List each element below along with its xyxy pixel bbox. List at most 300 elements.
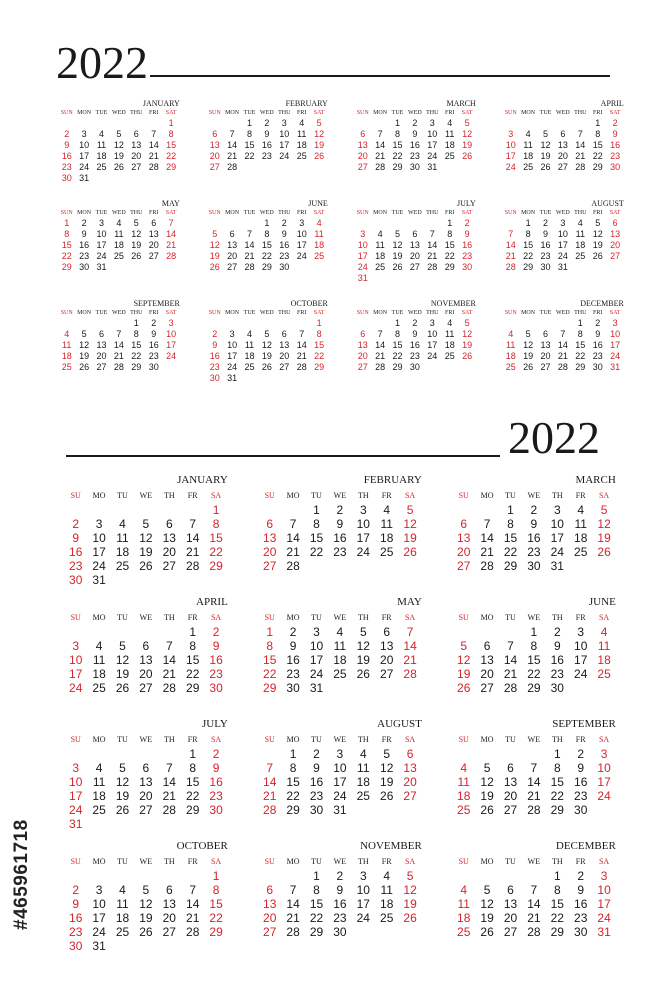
weekday-header: TUE — [391, 110, 404, 116]
day-cell: 25 — [115, 925, 130, 939]
weekday-header: WED — [112, 310, 126, 316]
weekday-header: SA — [598, 735, 610, 744]
day-cell: 9 — [577, 761, 585, 775]
day-cell: 11 — [523, 140, 533, 150]
day-cell: 15 — [392, 340, 403, 350]
day-cell: 10 — [69, 775, 83, 789]
day-cell: 3 — [299, 218, 305, 228]
day-cell: 25 — [380, 911, 394, 925]
weekday-header: WE — [527, 735, 541, 744]
day-cell: 14 — [403, 639, 417, 653]
day-cell: 3 — [560, 218, 566, 228]
day-cell: 14 — [162, 653, 176, 667]
day-cell: 23 — [286, 667, 300, 681]
day-cell: 30 — [209, 803, 223, 817]
day-cell: 19 — [403, 897, 417, 911]
day-cell: 9 — [612, 129, 618, 139]
day-cell: 30 — [574, 803, 588, 817]
day-cell: 10 — [574, 639, 588, 653]
day-cell: 22 — [444, 251, 455, 261]
day-cell: 16 — [574, 775, 588, 789]
day-cell: 18 — [113, 240, 124, 250]
day-cell: 28 — [227, 162, 238, 172]
weekday-header: SU — [458, 857, 469, 866]
day-cell: 13 — [480, 653, 494, 667]
weekday-header: TH — [357, 613, 369, 622]
day-cell: 10 — [356, 517, 370, 531]
day-cell: 3 — [600, 869, 608, 883]
day-cell: 5 — [542, 129, 548, 139]
day-cell: 28 — [503, 681, 518, 695]
weekday-header: TH — [357, 491, 369, 500]
day-cell: 9 — [81, 229, 87, 239]
day-cell: 14 — [244, 240, 255, 250]
day-cell: 12 — [597, 517, 611, 531]
day-cell: 2 — [313, 747, 320, 761]
day-cell: 13 — [263, 531, 277, 545]
day-cell: 22 — [575, 351, 586, 361]
day-cell: 8 — [264, 229, 270, 239]
day-cell: 8 — [313, 517, 320, 531]
day-cell: 4 — [95, 639, 103, 653]
day-cell: 2 — [412, 318, 418, 328]
day-cell: 23 — [540, 251, 551, 261]
weekday-header: FR — [575, 491, 586, 500]
day-cell: 13 — [162, 897, 176, 911]
day-cell: 30 — [69, 573, 83, 587]
weekday-header: SU — [264, 735, 275, 744]
day-cell: 7 — [377, 129, 383, 139]
day-cell: 8 — [507, 517, 514, 531]
weekday-header: TH — [551, 735, 563, 744]
weekday-header: MO — [92, 857, 106, 866]
day-cell: 21 — [296, 351, 307, 361]
day-cell: 25 — [92, 681, 106, 695]
weekday-header: TUE — [243, 310, 256, 316]
weekday-header: FR — [187, 735, 198, 744]
day-cell: 19 — [480, 911, 494, 925]
day-cell: 28 — [527, 803, 541, 817]
weekday-header: SU — [458, 613, 469, 622]
day-cell: 19 — [380, 775, 394, 789]
day-cell: 11 — [114, 229, 124, 239]
day-cell: 24 — [296, 251, 307, 261]
day-cell: 23 — [209, 362, 220, 372]
day-cell: 4 — [447, 118, 453, 128]
day-cell: 18 — [244, 351, 255, 361]
day-cell: 24 — [610, 351, 621, 361]
day-cell: 11 — [574, 517, 587, 531]
day-cell: 28 — [263, 803, 277, 817]
day-cell: 23 — [574, 789, 588, 803]
day-cell: 4 — [447, 318, 453, 328]
day-cell: 20 — [403, 775, 417, 789]
day-cell: 21 — [427, 251, 438, 261]
day-cell: 23 — [209, 789, 223, 803]
day-cell: 14 — [186, 897, 200, 911]
weekday-header: TUE — [539, 310, 552, 316]
day-cell: 27 — [480, 681, 494, 695]
weekday-header: TUE — [243, 210, 256, 216]
day-cell: 3 — [359, 869, 367, 883]
month-name: SEPTEMBER — [552, 718, 616, 730]
day-cell: 16 — [309, 775, 324, 789]
day-cell: 8 — [447, 229, 453, 239]
day-cell: 20 — [357, 351, 368, 361]
day-cell: 16 — [286, 653, 300, 667]
weekday-header: FR — [381, 857, 392, 866]
day-cell: 22 — [527, 667, 541, 681]
day-cell: 9 — [212, 639, 220, 653]
day-cell: 26 — [115, 681, 130, 695]
day-cell: 14 — [166, 229, 177, 239]
weekday-header: SAT — [461, 210, 473, 216]
day-cell: 29 — [209, 559, 223, 573]
bottom-year-title: 2022 — [508, 412, 600, 463]
weekday-header: SAT — [165, 110, 177, 116]
day-cell: 31 — [309, 681, 324, 695]
day-cell: 21 — [480, 545, 494, 559]
day-cell: 21 — [148, 151, 159, 161]
weekday-header: WED — [260, 310, 274, 316]
day-cell: 25 — [375, 262, 386, 272]
day-cell: 6 — [266, 517, 274, 531]
day-cell: 28 — [186, 559, 200, 573]
day-cell: 11 — [506, 340, 516, 350]
day-cell: 8 — [394, 129, 400, 139]
weekday-header: SU — [458, 491, 469, 500]
day-cell: 22 — [166, 151, 177, 161]
weekday-header: TH — [163, 735, 175, 744]
day-cell: 5 — [464, 118, 470, 128]
day-cell: 15 — [392, 140, 403, 150]
day-cell: 11 — [96, 140, 107, 150]
day-cell: 22 — [209, 545, 223, 559]
day-cell: 6 — [266, 883, 274, 897]
day-cell: 27 — [540, 362, 551, 372]
day-cell: 19 — [139, 545, 153, 559]
day-cell: 20 — [148, 240, 159, 250]
day-cell: 30 — [527, 559, 541, 573]
day-cell: 18 — [92, 667, 106, 681]
month-name: JANUARY — [177, 474, 228, 486]
day-cell: 10 — [333, 761, 347, 775]
weekday-header: WED — [260, 210, 274, 216]
day-cell: 28 — [162, 681, 176, 695]
weekday-header: THU — [574, 110, 587, 116]
day-cell: 29 — [444, 262, 455, 272]
day-cell: 23 — [592, 351, 603, 361]
weekday-header: SA — [404, 857, 416, 866]
weekday-header: SA — [210, 613, 222, 622]
weekday-header: SAT — [461, 110, 473, 116]
day-cell: 8 — [212, 517, 220, 531]
day-cell: 30 — [574, 925, 588, 939]
day-cell: 9 — [553, 639, 561, 653]
day-cell: 30 — [79, 262, 90, 272]
day-cell: 18 — [96, 151, 107, 161]
day-cell: 10 — [92, 531, 106, 545]
day-cell: 14 — [375, 140, 386, 150]
day-cell: 1 — [507, 503, 514, 517]
day-cell: 24 — [279, 151, 290, 161]
day-cell: 5 — [119, 761, 126, 775]
day-cell: 26 — [380, 789, 394, 803]
day-cell: 16 — [462, 240, 473, 250]
day-cell: 22 — [392, 351, 403, 361]
day-cell: 26 — [392, 262, 403, 272]
day-cell: 18 — [457, 911, 471, 925]
day-cell: 12 — [592, 229, 603, 239]
day-cell: 12 — [457, 653, 471, 667]
day-cell: 10 — [296, 229, 307, 239]
day-cell: 5 — [406, 869, 414, 883]
day-cell: 8 — [266, 639, 274, 653]
day-cell: 10 — [279, 129, 290, 139]
day-cell: 22 — [309, 911, 324, 925]
day-cell: 23 — [209, 667, 223, 681]
day-cell: 17 — [356, 531, 370, 545]
day-cell: 16 — [61, 151, 72, 161]
weekday-header: SAT — [461, 310, 473, 316]
day-cell: 5 — [142, 883, 150, 897]
day-cell: 12 — [356, 639, 370, 653]
day-cell: 10 — [356, 883, 370, 897]
day-cell: 20 — [162, 545, 176, 559]
day-cell: 11 — [445, 329, 455, 339]
day-cell: 27 — [131, 162, 142, 172]
weekday-header: FRI — [297, 210, 307, 216]
day-cell: 15 — [131, 340, 142, 350]
day-cell: 3 — [98, 218, 104, 228]
day-cell: 15 — [61, 240, 72, 250]
day-cell: 2 — [212, 625, 220, 639]
day-cell: 8 — [189, 639, 197, 653]
weekday-header: TUE — [391, 310, 404, 316]
day-cell: 2 — [289, 625, 297, 639]
day-cell: 15 — [209, 897, 223, 911]
day-cell: 18 — [92, 789, 106, 803]
day-cell: 14 — [113, 340, 124, 350]
day-cell: 15 — [209, 531, 223, 545]
day-cell: 19 — [403, 531, 417, 545]
weekday-header: WE — [139, 613, 153, 622]
day-cell: 11 — [380, 883, 393, 897]
day-cell: 20 — [209, 151, 220, 161]
day-cell: 19 — [115, 789, 130, 803]
day-cell: 26 — [79, 362, 90, 372]
day-cell: 12 — [480, 775, 494, 789]
weekday-header: SUN — [356, 310, 369, 316]
day-cell: 7 — [246, 229, 252, 239]
day-cell: 13 — [263, 897, 277, 911]
day-cell: 25 — [61, 362, 72, 372]
weekday-header: SA — [598, 613, 610, 622]
day-cell: 30 — [333, 925, 347, 939]
day-cell: 19 — [209, 251, 220, 261]
weekday-header: WED — [556, 110, 570, 116]
day-cell: 4 — [95, 761, 103, 775]
day-cell: 27 — [380, 667, 394, 681]
day-cell: 13 — [139, 653, 153, 667]
day-cell: 21 — [227, 151, 238, 161]
day-cell: 28 — [403, 667, 417, 681]
weekday-header: WED — [408, 210, 422, 216]
month-name: JUNE — [308, 199, 328, 208]
day-cell: 30 — [592, 362, 603, 372]
weekday-header: FRI — [445, 110, 455, 116]
day-cell: 7 — [189, 517, 197, 531]
day-cell: 5 — [359, 625, 367, 639]
day-cell: 5 — [595, 218, 601, 228]
day-cell: 2 — [281, 218, 287, 228]
day-cell: 15 — [263, 653, 277, 667]
month-name: OCTOBER — [290, 299, 328, 308]
day-cell: 23 — [69, 559, 83, 573]
weekday-header: TUE — [95, 110, 108, 116]
day-cell: 17 — [427, 140, 438, 150]
day-cell: 23 — [61, 162, 72, 172]
day-cell: 7 — [429, 229, 435, 239]
day-cell: 22 — [550, 911, 564, 925]
day-cell: 3 — [336, 747, 344, 761]
day-cell: 20 — [557, 151, 568, 161]
weekday-header: WE — [139, 735, 153, 744]
day-cell: 24 — [227, 362, 238, 372]
day-cell: 16 — [333, 897, 347, 911]
day-cell: 6 — [165, 883, 173, 897]
weekday-header: TH — [163, 857, 175, 866]
day-cell: 3 — [508, 129, 514, 139]
day-cell: 16 — [592, 340, 603, 350]
day-cell: 18 — [296, 140, 307, 150]
day-cell: 10 — [309, 639, 324, 653]
weekday-header: TU — [505, 735, 516, 744]
day-cell: 31 — [557, 262, 568, 272]
day-cell: 18 — [375, 251, 386, 261]
weekday-header: MON — [225, 210, 240, 216]
day-cell: 14 — [557, 340, 568, 350]
weekday-header: SUN — [60, 210, 73, 216]
day-cell: 14 — [296, 340, 307, 350]
day-cell: 28 — [557, 362, 568, 372]
day-cell: 26 — [597, 545, 611, 559]
day-cell: 4 — [119, 517, 126, 531]
day-cell: 12 — [314, 129, 325, 139]
day-cell: 25 — [380, 545, 394, 559]
day-cell: 24 — [550, 545, 564, 559]
day-cell: 7 — [168, 218, 174, 228]
day-cell: 11 — [445, 129, 455, 139]
day-cell: 21 — [527, 789, 541, 803]
month-name: FEBRUARY — [285, 99, 328, 108]
day-cell: 15 — [186, 653, 200, 667]
day-cell: 17 — [166, 340, 177, 350]
day-cell: 30 — [309, 803, 324, 817]
day-cell: 16 — [409, 340, 420, 350]
day-cell: 5 — [460, 639, 468, 653]
day-cell: 1 — [133, 318, 139, 328]
weekday-header: SAT — [609, 310, 621, 316]
day-cell: 17 — [574, 653, 588, 667]
day-cell: 27 — [227, 262, 238, 272]
day-cell: 16 — [209, 775, 223, 789]
day-cell: 18 — [380, 531, 394, 545]
day-cell: 7 — [116, 329, 122, 339]
day-cell: 29 — [263, 681, 277, 695]
day-cell: 15 — [186, 775, 200, 789]
day-cell: 3 — [429, 118, 435, 128]
day-cell: 17 — [69, 789, 83, 803]
weekday-header: TU — [311, 735, 322, 744]
day-cell: 9 — [577, 883, 585, 897]
day-cell: 31 — [96, 262, 107, 272]
day-cell: 7 — [483, 517, 491, 531]
day-cell: 10 — [610, 329, 621, 339]
day-cell: 13 — [227, 240, 238, 250]
day-cell: 9 — [264, 129, 270, 139]
day-cell: 23 — [574, 911, 588, 925]
day-cell: 9 — [412, 129, 418, 139]
day-cell: 25 — [444, 351, 455, 361]
day-cell: 20 — [409, 251, 420, 261]
month-name: APRIL — [196, 596, 228, 608]
day-cell: 13 — [610, 229, 621, 239]
weekday-header: FR — [187, 491, 198, 500]
day-cell: 14 — [162, 775, 176, 789]
bottom-title-rule — [66, 455, 500, 457]
month-name: DECEMBER — [555, 840, 616, 852]
weekday-header: THU — [426, 210, 439, 216]
day-cell: 13 — [457, 531, 471, 545]
weekday-header: SAT — [313, 310, 325, 316]
day-cell: 18 — [333, 653, 347, 667]
day-cell: 12 — [462, 329, 473, 339]
day-cell: 5 — [264, 329, 270, 339]
weekday-header: TH — [357, 857, 369, 866]
day-cell: 25 — [333, 667, 347, 681]
day-cell: 6 — [412, 229, 418, 239]
day-cell: 29 — [392, 162, 403, 172]
day-cell: 10 — [550, 517, 564, 531]
day-cell: 27 — [503, 803, 518, 817]
weekday-header: SA — [210, 735, 222, 744]
weekday-header: MON — [225, 110, 240, 116]
day-cell: 19 — [314, 140, 325, 150]
day-cell: 21 — [403, 653, 417, 667]
day-cell: 17 — [92, 911, 106, 925]
day-cell: 24 — [597, 911, 611, 925]
day-cell: 11 — [597, 639, 611, 653]
day-cell: 24 — [356, 545, 370, 559]
day-cell: 26 — [139, 925, 153, 939]
day-cell: 24 — [92, 559, 106, 573]
day-cell: 24 — [166, 351, 177, 361]
day-cell: 23 — [148, 351, 159, 361]
day-cell: 27 — [148, 251, 159, 261]
day-cell: 25 — [574, 545, 588, 559]
day-cell: 3 — [612, 318, 618, 328]
weekday-header: FR — [187, 857, 198, 866]
day-cell: 10 — [427, 129, 438, 139]
day-cell: 9 — [412, 329, 418, 339]
day-cell: 1 — [246, 118, 252, 128]
day-cell: 4 — [577, 503, 585, 517]
day-cell: 9 — [64, 140, 70, 150]
day-cell: 13 — [403, 761, 417, 775]
day-cell: 2 — [595, 318, 601, 328]
day-cell: 29 — [550, 803, 564, 817]
